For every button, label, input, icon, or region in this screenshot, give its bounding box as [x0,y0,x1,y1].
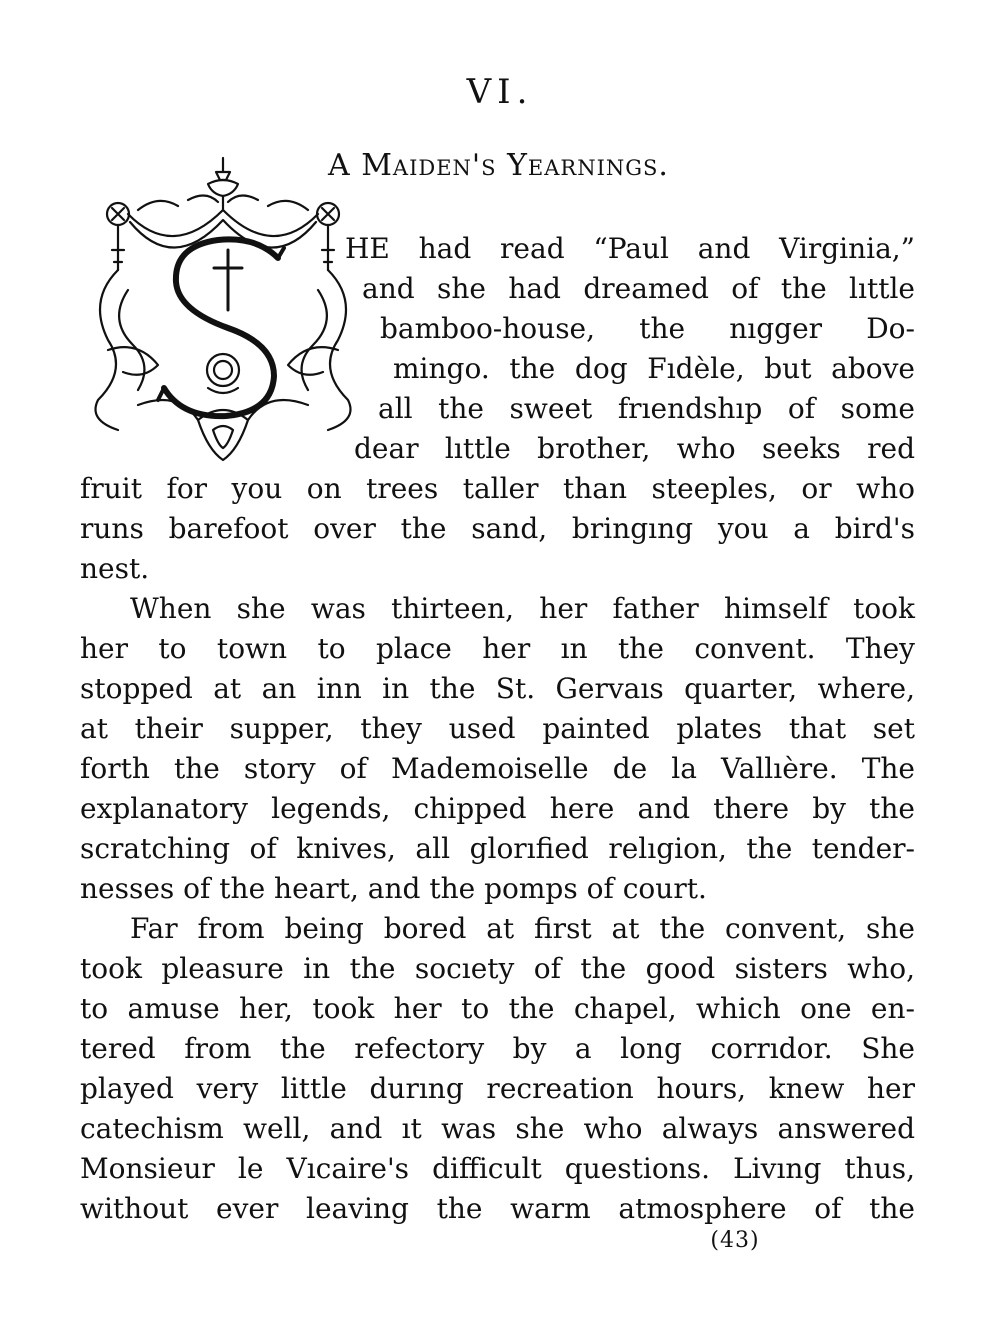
text-line: nesses of the heart, and the pomps of court. [80,872,707,905]
text-line: scratching of knives, all glorıfied relıgion, the tender- [80,832,915,865]
text-line: catechism well, and ıt was she who always answered [80,1112,915,1145]
page-number: (43) [710,1228,760,1253]
text-line: to amuse her, took her to the chapel, which one en- [80,992,915,1025]
text-line: and she had dreamed of the lıttle [362,272,915,305]
chapter-title: A Maiden's Yearnings. [328,148,669,183]
text-line: stopped at an inn in the St. Gervaıs quarter, where, [80,672,915,705]
text-line: fruit for you on trees taller than steeples, or who [80,472,915,505]
text-line: tered from the refectory by a long corrıdor. She [80,1032,915,1065]
text-line: dear lıttle brother, who seeks red [354,432,915,465]
text-line: mingo. the dog Fıdèle, but above [393,352,915,385]
text-line: at their supper, they used painted plates that set [80,712,915,745]
text-line: Far from being bored at first at the convent, she [130,912,915,945]
text-line: explanatory legends, chipped here and there by the [80,792,915,825]
text-line: HE had read “Paul and Virginia,” [345,232,915,265]
text-line: her to town to place her ın the convent. They [80,632,915,665]
text-line: all the sweet frıendshıp of some [378,392,915,425]
chapter-numeral: VI. [466,72,534,112]
text-line: took pleasure in the socıety of the good sisters who, [80,952,915,985]
text-line: nest. [80,552,150,585]
ornamental-initial-s-icon [78,150,368,470]
text-line: forth the story of Mademoiselle de la Vallıère. The [80,752,915,785]
text-line: Monsieur le Vıcaire's difficult questions. Livıng thus, [80,1152,915,1185]
text-line: bamboo-house, the nıgger Do- [380,312,915,345]
text-line: without ever leaving the warm atmosphere of the [80,1192,915,1225]
text-line: runs barefoot over the sand, bringıng you a bird's [80,512,915,545]
text-line: played very little durıng recreation hours, knew her [80,1072,915,1105]
text-line: When she was thirteen, her father himself took [130,592,915,625]
